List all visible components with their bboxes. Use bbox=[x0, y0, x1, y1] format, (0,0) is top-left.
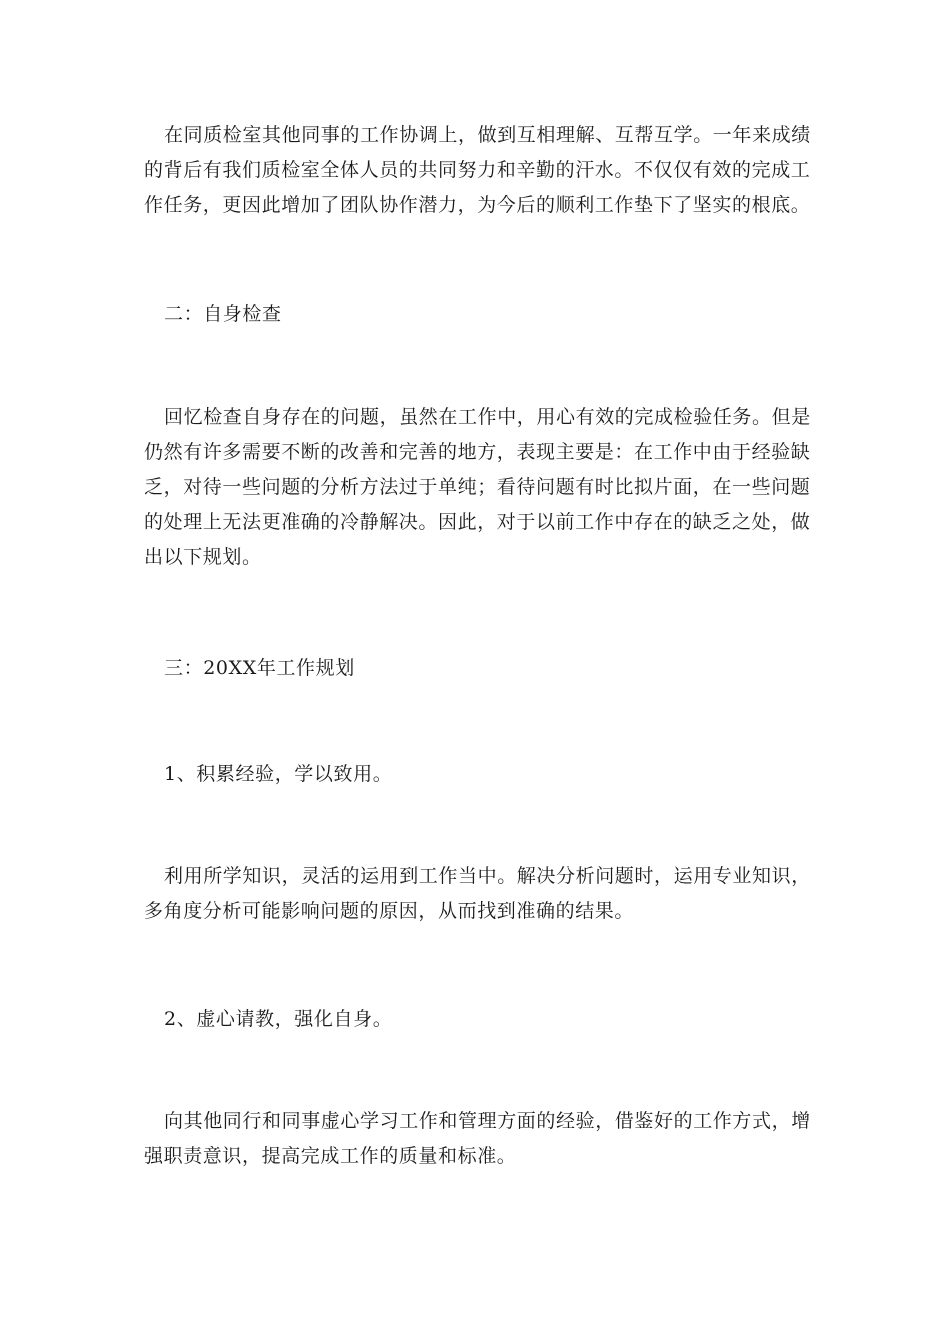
heading-line: 三：20XX年工作规划 bbox=[164, 657, 355, 679]
paragraph-line: 出以下规划。 bbox=[144, 546, 262, 568]
paragraph-line: 多角度分析可能影响问题的原因，从而找到准确的结果。 bbox=[144, 900, 635, 922]
paragraph-line: 的背后有我们质检室全体人员的共同努力和辛勤的汗水。不仅仅有效的完成工 bbox=[144, 159, 811, 181]
paragraph-line: 向其他同行和同事虚心学习工作和管理方面的经验，借鉴好的工作方式，增 bbox=[164, 1110, 811, 1132]
paragraph-line: 回忆检查自身存在的问题，虽然在工作中，用心有效的完成检验任务。但是 bbox=[164, 406, 811, 428]
section-heading-self-check bbox=[144, 297, 804, 332]
section-heading-work-plan bbox=[144, 651, 804, 686]
heading-line: 1、积累经验，学以致用。 bbox=[164, 763, 393, 785]
paragraph-self-review bbox=[144, 400, 811, 575]
paragraph-teamwork bbox=[144, 118, 811, 223]
paragraph-line: 作任务，更因此增加了团队协作潜力，为今后的顺利工作垫下了坚实的根底。 bbox=[144, 194, 811, 216]
paragraph-line: 仍然有许多需要不断的改善和完善的地方，表现主要是：在工作中由于经验缺 bbox=[144, 441, 811, 463]
plan-item-2-title bbox=[144, 1002, 804, 1037]
paragraph-plan-item-1 bbox=[144, 859, 811, 929]
paragraph-line: 利用所学知识，灵活的运用到工作当中。解决分析问题时，运用专业知识， bbox=[164, 865, 811, 887]
heading-line: 二：自身检查 bbox=[164, 303, 282, 325]
paragraph-line: 的处理上无法更准确的冷静解决。因此，对于以前工作中存在的缺乏之处，做 bbox=[144, 511, 811, 533]
paragraph-line: 强职责意识，提高完成工作的质量和标准。 bbox=[144, 1145, 517, 1167]
paragraph-plan-item-2 bbox=[144, 1104, 811, 1174]
plan-item-1-title bbox=[144, 757, 804, 792]
paragraph-line: 乏，对待一些问题的分析方法过于单纯；看待问题有时比拟片面，在一些问题 bbox=[144, 476, 811, 498]
paragraph-line: 在同质检室其他同事的工作协调上，做到互相理解、互帮互学。一年来成绩 bbox=[164, 124, 811, 146]
heading-line: 2、虚心请教，强化自身。 bbox=[164, 1008, 393, 1030]
